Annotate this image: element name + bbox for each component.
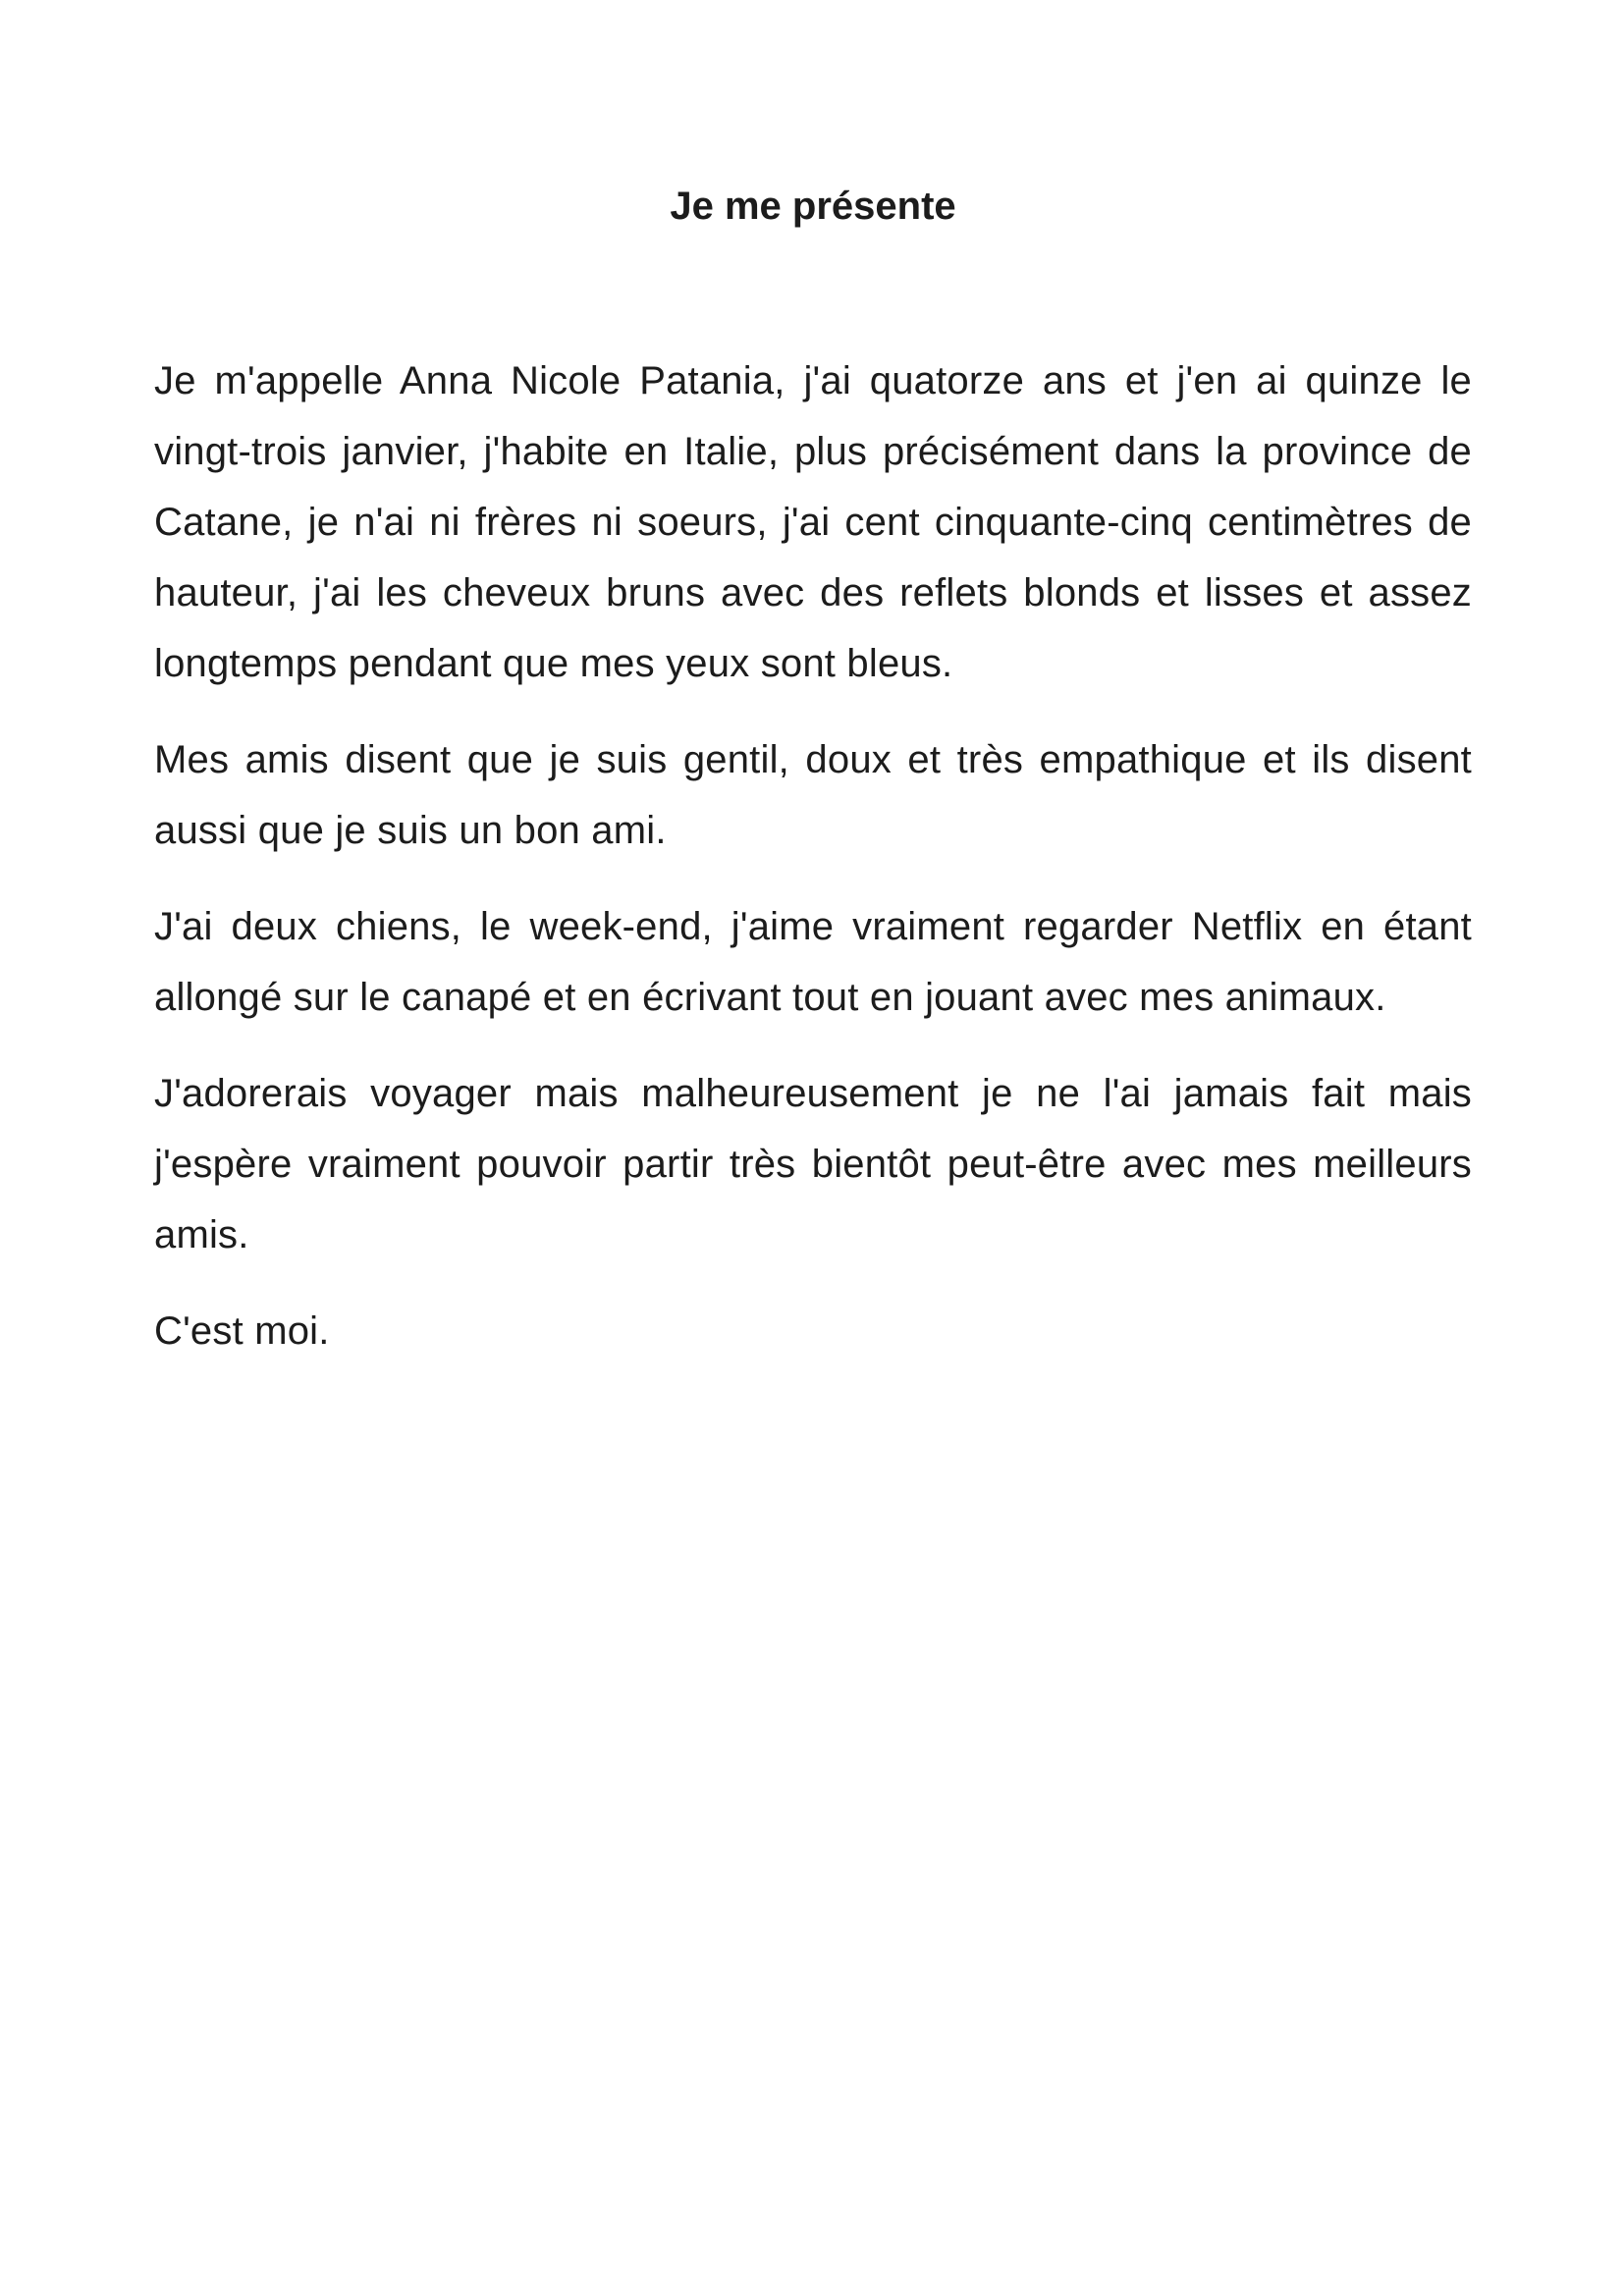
paragraph-travel: J'adorerais voyager mais malheureusement je ne l'ai jamais fait mais j'espère vraiment pouvoir partir très bientôt peut-être avec mes meilleurs amis.: [154, 1072, 1472, 1256]
paragraph-hobbies: J'ai deux chiens, le week-end, j'aime vraiment regarder Netflix en étant allongé sur le canapé et en écrivant tout en jouant avec mes animaux.: [154, 905, 1472, 1019]
paragraph-friends: Mes amis disent que je suis gentil, doux et très empathique et ils disent aussi que je suis un bon ami.: [154, 738, 1472, 852]
paragraph-closing: C'est moi.: [154, 1309, 330, 1353]
document-title: Je me présente: [670, 185, 956, 228]
paragraph-introduction: Je m'appelle Anna Nicole Patania, j'ai quatorze ans et j'en ai quinze le vingt-trois janvier, j'habite en Italie, plus précisément dans la province de Catane, je n'ai ni frères ni soeurs, j'ai cent cinquante-cinq centimètres de hauteur, j'ai les cheveux bruns avec des reflets blonds et lisses et assez longtemps pendant que mes yeux sont bleus.: [154, 359, 1472, 685]
